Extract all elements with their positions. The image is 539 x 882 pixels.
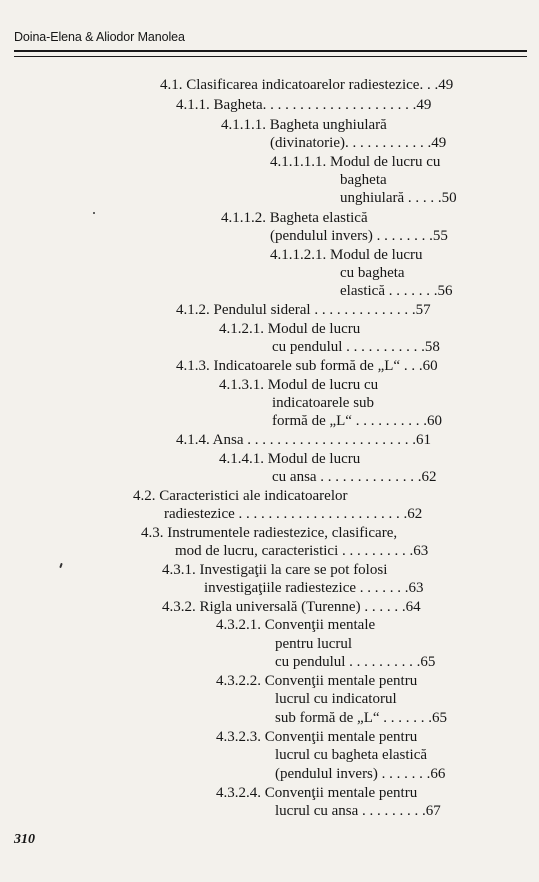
toc-line: 4.1.1.1. Bagheta unghiulară [221, 117, 387, 133]
toc-line: 4.1.1.2.1. Modul de lucru [270, 247, 423, 263]
running-header: Doina-Elena & Aliodor Manolea [14, 30, 185, 44]
toc-line: 4.1.4.1. Modul de lucru [219, 451, 361, 467]
print-speck [93, 212, 95, 214]
toc-line: lucrul cu bagheta elastică [275, 747, 428, 763]
toc-line: lucrul cu ansa . . . . . . . . .67 [275, 803, 441, 819]
toc-line: 4.3.1. Investigaţii la care se pot folosi [162, 562, 388, 578]
toc-line: 4.1.4. Ansa . . . . . . . . . . . . . . . . . . . . . . .61 [176, 432, 431, 448]
toc-line: indicatoarele sub [272, 395, 375, 411]
toc-line: 4.1.2.1. Modul de lucru [219, 321, 361, 337]
toc-line: unghiulară . . . . .50 [340, 190, 457, 206]
toc-line: sub formă de „L“ . . . . . . .65 [275, 710, 448, 726]
toc-line: 4.1. Clasificarea indicatoarelor radiestezice. . .49 [160, 77, 454, 93]
toc-line: 4.1.1.2. Bagheta elastică [221, 210, 368, 226]
toc-line: 4.1.3.1. Modul de lucru cu [219, 377, 379, 393]
toc-line: lucrul cu indicatorul [275, 691, 397, 707]
toc-line: 4.3.2.4. Convenţii mentale pentru [216, 785, 418, 801]
toc-line: investigaţiile radiestezice . . . . . . .63 [204, 580, 424, 596]
toc-line: bagheta [340, 172, 387, 188]
toc-line: pentru lucrul [275, 636, 353, 652]
toc-line: 4.3.2.2. Convenţii mentale pentru [216, 673, 418, 689]
toc-line: mod de lucru, caracteristici . . . . . . . . . .63 [175, 543, 429, 559]
toc-line: 4.1.1.1.1. Modul de lucru cu [270, 154, 441, 170]
toc-line: (divinatorie). . . . . . . . . . . .49 [270, 135, 447, 151]
toc-line: cu pendulul . . . . . . . . . . .58 [272, 339, 440, 355]
toc-line: cu ansa . . . . . . . . . . . . . .62 [272, 469, 437, 485]
toc-line: 4.1.2. Pendulul sideral . . . . . . . . . . . . . .57 [176, 302, 431, 318]
toc-line: radiestezice . . . . . . . . . . . . . . . . . . . . . . .62 [164, 506, 423, 522]
toc-line: cu bagheta [340, 265, 405, 281]
page-number: 310 [14, 832, 35, 847]
toc-line: 4.3.2.3. Convenţii mentale pentru [216, 729, 418, 745]
toc-line: 4.3. Instrumentele radiestezice, clasificare, [141, 525, 398, 541]
toc-line: 4.3.2.1. Convenţii mentale [216, 617, 376, 633]
toc-line: (pendulul invers) . . . . . . . .55 [270, 228, 448, 244]
toc-line: 4.1.1. Bagheta. . . . . . . . . . . . . . . . . . . . .49 [176, 97, 432, 113]
toc-line: (pendulul invers) . . . . . . .66 [275, 766, 446, 782]
toc-line: 4.3.2. Rigla universală (Turenne) . . . . . .64 [162, 599, 421, 615]
toc-line: 4.1.3. Indicatoarele sub formă de „L“ . . .60 [176, 358, 438, 374]
toc-line: 4.2. Caracteristici ale indicatoarelor [133, 488, 348, 504]
toc-line: cu pendulul . . . . . . . . . .65 [275, 654, 436, 670]
toc-line: formă de „L“ . . . . . . . . . .60 [272, 413, 442, 429]
toc-line: elastică . . . . . . .56 [340, 283, 453, 299]
